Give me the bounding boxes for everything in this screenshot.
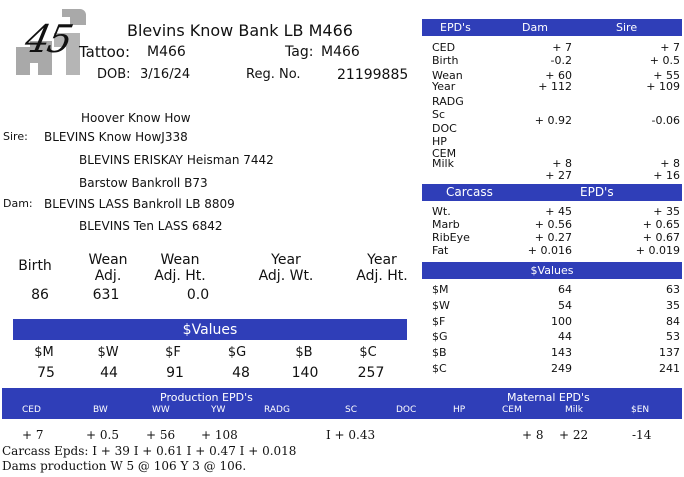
values-right-row-m	[422, 284, 682, 295]
epd-label: Milk	[432, 157, 454, 170]
dam-label: Dam:	[3, 197, 33, 210]
weights-header-birth: Birth	[18, 258, 52, 274]
epd-label: DOC	[432, 122, 457, 135]
epd-header-epd: EPD's	[440, 21, 471, 34]
carcass-dam-value: + 0.56	[534, 218, 572, 231]
pedigree-sire-sire: Hoover Know How	[81, 111, 191, 125]
epd-sire-value: + 7	[660, 41, 680, 54]
values-right-row-g	[422, 331, 682, 342]
epd-label: Year	[432, 80, 456, 93]
epd-label: CEM	[432, 147, 457, 160]
values-right-label: $W	[432, 299, 450, 312]
bottom-label-radg: RADG	[264, 405, 290, 415]
tattoo-label: Tattoo:	[79, 43, 131, 61]
reg-value: 21199885	[337, 67, 409, 83]
weights-wean-ht-value: 0.0	[186, 287, 210, 303]
values-right-sire: 35	[666, 299, 680, 312]
values-right-dam: 54	[558, 299, 572, 312]
epd-row-total	[422, 170, 682, 181]
tag-value: M466	[321, 44, 360, 60]
epd-label: HP	[432, 135, 447, 148]
bottom-label-doc: DOC	[396, 405, 417, 415]
values-left-value-m: 75	[37, 365, 55, 381]
epd-dam-value: + 27	[545, 169, 572, 182]
epd-dam-value: + 7	[552, 41, 572, 54]
epd-row-year	[422, 81, 682, 92]
bottom-value-ww: + 56	[146, 428, 176, 442]
values-left-title: $Values	[182, 322, 238, 338]
values-left-label-c: $C	[359, 345, 377, 360]
reg-label: Reg. No.	[246, 67, 301, 82]
pedigree-dam-sire: Barstow Bankroll B73	[79, 176, 208, 190]
values-right-row-c	[422, 363, 682, 374]
carcass-dam-value: + 0.27	[534, 231, 572, 244]
bottom-label-sc: SC	[345, 405, 357, 415]
bottom-epd-banner	[2, 388, 682, 419]
values-left-value-b: 140	[291, 365, 319, 381]
dams-production-line: Dams production W 5 @ 106 Y 3 @ 106.	[2, 459, 247, 473]
values-right-sire: 137	[659, 346, 680, 359]
values-left-label-b: $B	[295, 345, 313, 360]
carcass-sire-value: + 0.019	[635, 244, 680, 257]
values-right-dam: 64	[558, 283, 572, 296]
epd-row-birth	[422, 55, 682, 66]
bottom-value-yw: + 108	[201, 428, 238, 442]
epd-sire-value: + 16	[653, 169, 680, 182]
carcass-row-ribeye	[422, 232, 682, 243]
values-right-sire: 84	[666, 315, 680, 328]
weights-birth-value: 86	[31, 287, 49, 303]
carcass-label: Marb	[432, 218, 460, 231]
values-right-label: $G	[432, 330, 448, 343]
weights-header-year-ht: Year Adj. Ht.	[356, 252, 408, 284]
carcass-label: Fat	[432, 244, 449, 257]
values-right-dam: 44	[558, 330, 572, 343]
epd-dam-value: + 0.92	[534, 114, 572, 127]
values-left-label-f: $F	[165, 345, 181, 360]
values-left-banner	[13, 319, 407, 340]
bottom-label-milk: Milk	[565, 405, 583, 415]
values-left-label-w: $W	[97, 345, 119, 360]
carcass-sire-value: + 35	[653, 205, 680, 218]
epd-row-doc	[422, 123, 682, 134]
values-right-header	[422, 262, 682, 279]
carcass-sire-value: + 0.67	[642, 231, 680, 244]
epd-row-milk	[422, 158, 682, 169]
ranch-logo	[10, 3, 90, 75]
weights-header-wean-ht: Wean Adj. Ht.	[154, 252, 206, 284]
pedigree-sire-dam: BLEVINS ERISKAY Heisman 7442	[79, 153, 274, 167]
values-right-dam: 100	[551, 315, 572, 328]
bottom-value-cem: + 8	[522, 428, 544, 442]
carcass-header	[422, 184, 682, 201]
bottom-label-en: $EN	[631, 405, 650, 415]
pedigree-dam-dam: BLEVINS Ten LASS 6842	[79, 219, 223, 233]
values-left-label-g: $G	[227, 345, 247, 360]
pedigree-dam: BLEVINS LASS Bankroll LB 8809	[44, 197, 235, 211]
values-right-row-w	[422, 300, 682, 311]
values-right-label: $B	[432, 346, 447, 359]
epd-row-sc	[422, 108, 682, 127]
bottom-label-ww: WW	[152, 405, 170, 415]
bottom-label-cem: CEM	[502, 405, 522, 415]
tag-label: Tag:	[285, 44, 314, 60]
values-left-label-m: $M	[34, 345, 54, 360]
epd-label: Wean	[432, 69, 463, 82]
epd-sire-value: + 0.5	[649, 54, 680, 67]
epd-label: Sc	[432, 108, 446, 121]
carcass-dam-value: + 45	[545, 205, 572, 218]
logo-number: 45	[21, 17, 76, 61]
epd-row-ced	[422, 42, 682, 53]
production-epd-title: Production EPD's	[160, 391, 253, 404]
bottom-value-milk: + 22	[559, 428, 589, 442]
epd-sire-value: + 8	[660, 157, 680, 170]
epd-sire-value: -0.06	[651, 114, 680, 127]
values-left-value-g: 48	[232, 365, 250, 381]
values-right-label: $F	[432, 315, 446, 328]
sire-label: Sire:	[3, 130, 28, 143]
pedigree-sire: BLEVINS Know HowJ338	[44, 130, 188, 144]
dob-label: DOB:	[97, 67, 131, 82]
carcass-row-marb	[422, 219, 682, 230]
values-right-row-f	[422, 316, 682, 327]
epd-label: CED	[432, 41, 456, 54]
bottom-value-en: -14	[632, 428, 652, 442]
epd-label: RADG	[432, 95, 464, 108]
values-left-value-f: 91	[166, 365, 184, 381]
weights-header-year-wt: Year Adj. Wt.	[258, 252, 314, 284]
carcass-header-epd: EPD's	[580, 185, 614, 199]
values-right-sire: 53	[666, 330, 680, 343]
dob-value: 3/16/24	[140, 67, 191, 82]
values-right-label: $M	[432, 283, 449, 296]
epd-panel	[422, 19, 682, 379]
epd-dam-value: -0.2	[550, 54, 572, 67]
values-right-dam: 143	[551, 346, 572, 359]
carcass-dam-value: + 0.016	[527, 244, 572, 257]
epd-dam-value: + 8	[552, 157, 572, 170]
values-right-sire: 63	[666, 283, 680, 296]
bottom-label-yw: YW	[211, 405, 226, 415]
bottom-label-ced: CED	[22, 405, 41, 415]
carcass-header-title: Carcass	[446, 185, 493, 199]
bottom-value-bw: + 0.5	[86, 428, 119, 442]
values-right-sire: 241	[659, 362, 680, 375]
animal-name: Blevins Know Bank LB M466	[127, 21, 353, 40]
epd-header-sire: Sire	[616, 21, 638, 34]
carcass-row-fat	[422, 245, 682, 256]
bottom-label-bw: BW	[93, 405, 108, 415]
values-right-label: $C	[432, 362, 447, 375]
epd-dam-value: + 60	[545, 69, 572, 82]
values-left-value-c: 257	[357, 365, 385, 381]
carcass-row-wt	[422, 206, 682, 217]
bottom-value-ced: + 7	[22, 428, 44, 442]
epd-dam-value: + 112	[538, 80, 572, 93]
bottom-value-sc: I + 0.43	[326, 428, 376, 442]
values-right-title: $Values	[530, 264, 574, 277]
values-left-value-w: 44	[100, 365, 118, 381]
weights-header-wean-adj: Wean Adj.	[88, 252, 128, 284]
tattoo-value: M466	[147, 44, 186, 60]
epd-panel-header	[422, 19, 682, 36]
weights-wean-value: 631	[92, 287, 120, 303]
values-right-row-b	[422, 347, 682, 358]
epd-row-hp	[422, 136, 682, 147]
epd-sire-value: + 109	[646, 80, 680, 93]
values-right-dam: 249	[551, 362, 572, 375]
carcass-label: RibEye	[432, 231, 470, 244]
epd-sire-value: + 55	[653, 69, 680, 82]
epd-row-radg	[422, 96, 682, 107]
carcass-epds-line: Carcass Epds: I + 39 I + 0.61 I + 0.47 I + 0.018	[2, 444, 297, 458]
epd-label: Birth	[432, 54, 459, 67]
bottom-label-hp: HP	[453, 405, 466, 415]
maternal-epd-title: Maternal EPD's	[507, 391, 590, 404]
carcass-sire-value: + 0.65	[642, 218, 680, 231]
epd-header-dam: Dam	[522, 21, 548, 34]
carcass-label: Wt.	[432, 205, 451, 218]
